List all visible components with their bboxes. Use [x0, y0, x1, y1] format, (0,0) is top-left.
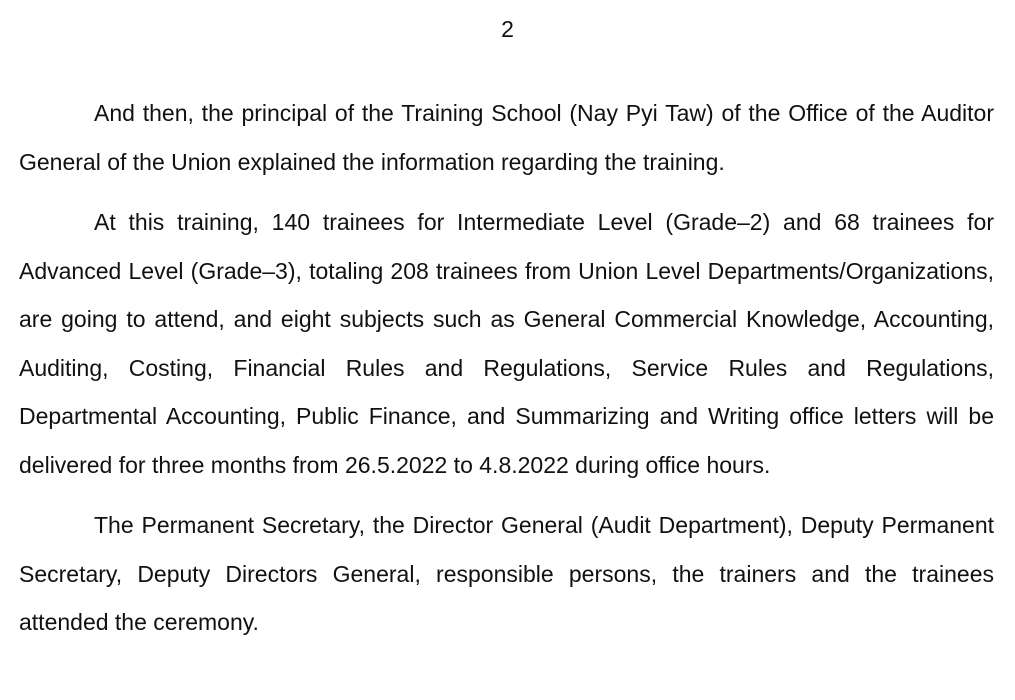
paragraph-training-info: And then, the principal of the Training School (Nay Pyi Taw) of the Office of the Auditor General of the Union explained the information regarding the training.: [19, 100, 994, 175]
page-number: 2: [501, 16, 514, 42]
paragraph-attendees: The Permanent Secretary, the Director General (Audit Department), Deputy Permanent Secretary, Deputy Directors General, responsible persons, the trainers and the trainees attended the ceremony.: [19, 512, 994, 635]
document-body: [19, 89, 994, 647]
paragraph-training-details: At this training, 140 trainees for Intermediate Level (Grade–2) and 68 trainees for Advanced Level (Grade–3), totaling 208 trainees from Union Level Departments/Organizations, are going to attend, and eight subjects such as General Commercial Knowledge, Accounting, Auditing, Costing, Financial Rules and Regulations, Service Rules and Regulations, Departmental Accounting, Public Finance, and Summarizing and Writing office letters will be delivered for three months from 26.5.2022 to 4.8.2022 during office hours.: [19, 209, 994, 478]
